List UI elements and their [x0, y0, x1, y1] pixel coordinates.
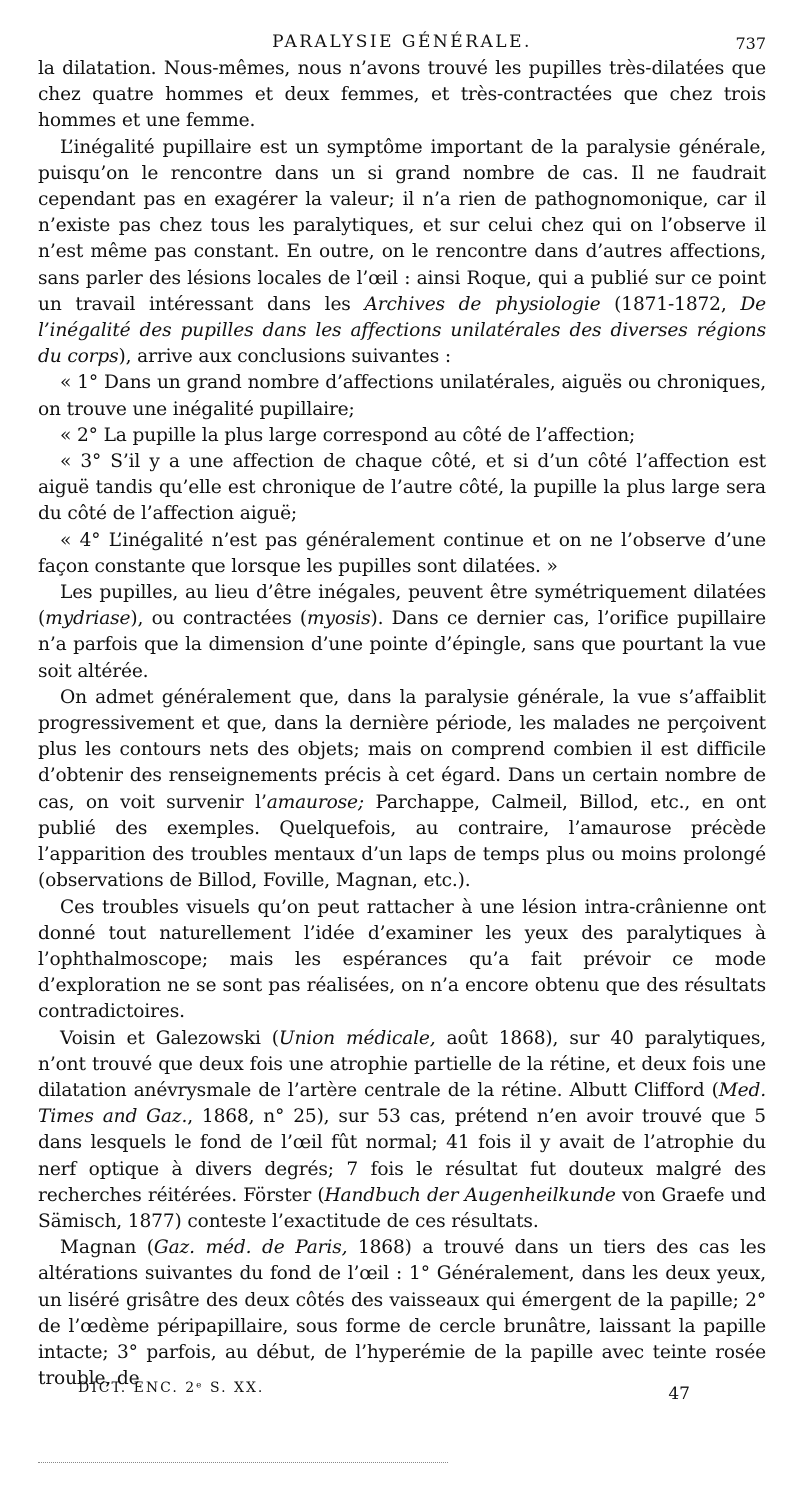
italic-run: Med. Times and Gaz.	[38, 1079, 766, 1128]
body-text	[38, 56, 766, 1392]
text-run: Parchappe, Calmeil, Billod, etc., en ont publié des exemples. Quelquefois, au contraire, l’amaurose précède l’apparition des troubles mentaux d’un laps de temps plus ou moins prolongé (observations de Billod, Foville, Magnan, etc.).	[38, 791, 766, 892]
paragraph	[38, 56, 766, 135]
paragraph	[38, 580, 766, 685]
page	[38, 30, 766, 1392]
text-run: , 1868, n° 25), sur 53 cas, prétend n’en avoir trouvé que 5 dans lesquels le fond de l’œil fût normal; 41 fois il y avait de l’atrophie du nerf optique à divers degrés; 7 fois le résultat fut douteux malgré des recherches réitérées. Förster (	[38, 1106, 766, 1206]
paragraph	[38, 1235, 766, 1392]
paragraph	[38, 895, 766, 1026]
italic-run: Union médicale,	[278, 1027, 436, 1049]
text-run: « 4° L’inégalité n’est pas généralement continue et on ne l’observe d’une façon constante que lorsque les pupilles sont dilatées. »	[38, 529, 766, 577]
text-run: « 2° La pupille la plus large correspond au côté de l’affection;	[60, 424, 636, 446]
text-run: Ces troubles visuels qu’on peut rattacher à une lésion intra-crânienne ont donné tout naturellement l’idée d’examiner les yeux des paralytiques à l’ophthalmoscope; mais les espérances qu’a fait prévoir ce mode d’exploration ne se sont pas réalisées, on n’a encore obtenu que des résultats contradictoires.	[38, 896, 766, 1023]
running-title: PARALYSIE GÉNÉRALE.	[272, 32, 532, 52]
paragraph	[38, 528, 766, 580]
text-run: Les pupilles, au lieu d’être inégales, peuvent être symétriquement dilatées (	[38, 582, 766, 630]
text-run: ). Dans ce dernier cas, l’orifice pupillaire n’a parfois que la dimension d’une pointe d’épingle, sans que pourtant la vue soit altérée.	[38, 608, 766, 682]
paragraph	[38, 685, 766, 895]
text-run: la dilatation. Nous-mêmes, nous n’avons trouvé les pupilles très-dilatées que chez quatre hommes et deux femmes, et très-contractées que chez trois hommes et une femme.	[38, 58, 766, 132]
paragraph	[38, 423, 766, 449]
italic-run: Gaz. méd. de Paris,	[153, 1237, 348, 1259]
page-number: 737	[735, 34, 766, 53]
italic-run: Handbuch der Augenheilkunde	[324, 1184, 616, 1206]
text-run: ), ou contractées (	[130, 608, 308, 630]
text-run: Magnan (	[60, 1237, 154, 1259]
text-run: août 1868), sur 40 paralytiques, n’ont trouvé que deux fois une atrophie partielle de la rétine, et deux fois une dilatation anévrysmale de l’artère centrale de la rétine. Albutt Clifford (	[38, 1027, 766, 1101]
italic-run: De l’inégalité des pupilles dans les affections unilatérales des diverses régions du corps	[38, 293, 766, 368]
italic-run: amaurose;	[266, 791, 365, 813]
text-run: 1868) a trouvé dans un tiers des cas les altérations suivantes du fond de l’œil : 1° Généralement, dans les deux yeux, un liséré grisâtre des deux côtés des vaisseaux qui émergent de la papille; 2° de l’œdème péripapillaire, sous forme de cercle brunâtre, laissant la papille intacte; 3° parfois, au début, de l’hyperémie de la papille avec teinte rosée trouble, de	[38, 1237, 766, 1390]
text-run: On admet généralement que, dans la paralysie générale, la vue s’affaiblit progressivement et que, dans la dernière période, les malades ne perçoivent plus les contours nets des objets; mais on comprend combien il est difficile d’obtenir des renseignements précis à cet égard. Dans un certain nombre de cas, on voit survenir l’	[38, 686, 766, 813]
text-run: « 3° S’il y a une affection de chaque côté, et si d’un côté l’affection est aiguë tandis qu’elle est chronique de l’autre côté, la pupille la plus large sera du côté de l’affection aiguë;	[38, 451, 766, 525]
italic-run: mydriase	[45, 608, 131, 630]
bottom-dotted-rule	[38, 1462, 448, 1465]
italic-run: Archives de physiologie	[364, 293, 601, 315]
text-run: ), arrive aux conclusions suivantes :	[118, 346, 451, 368]
text-run: « 1° Dans un grand nombre d’affections unilatérales, aiguës ou chroniques, on trouve une inégalité pupillaire;	[38, 372, 766, 420]
text-run: Voisin et Galezowski (	[60, 1027, 279, 1049]
signature-mark: DICT. ENC. 2ᵉ S. XX.	[78, 1380, 265, 1396]
paragraph	[38, 135, 766, 371]
text-run: (1871-1872,	[600, 293, 741, 315]
italic-run: myosis	[307, 608, 371, 630]
signature-number: 47	[668, 1384, 690, 1404]
page-footer	[78, 1380, 690, 1410]
page-header	[38, 30, 766, 56]
text-run: von Graefe und Sämisch, 1877) conteste l’exactitude de ces résultats.	[38, 1184, 766, 1232]
paragraph	[38, 370, 766, 422]
paragraph	[38, 449, 766, 528]
text-run: L’inégalité pupillaire est un symptôme important de la paralysie générale, puisqu’on le rencontre dans un si grand nombre de cas. Il ne faudrait cependant pas en exagérer la valeur; il n’a rien de pathognomonique, car il n’existe pas chez tous les paralytiques, et sur celui chez qui on l’observe il n’est même pas constant. En outre, on le rencontre dans d’autres affections, sans parler des lésions locales de l’œil : ainsi Roque, qui a publié sur ce point un travail intéressant dans les	[38, 136, 766, 315]
paragraph	[38, 1026, 766, 1236]
